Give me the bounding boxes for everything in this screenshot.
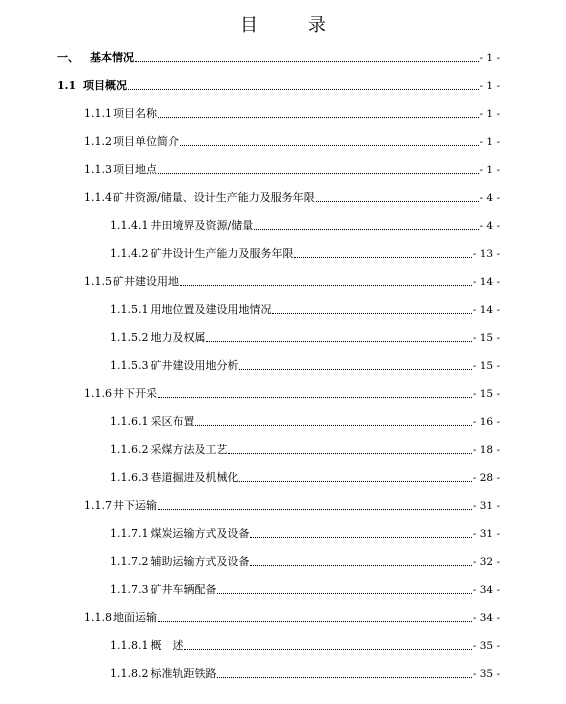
toc-entry[interactable]	[84, 268, 500, 296]
toc-entry-page-number: - 35 -	[472, 668, 500, 680]
toc-entry-title: 井田境界及资源/储量	[150, 219, 254, 232]
dot-leader	[135, 60, 479, 62]
toc-entry-page-number: - 31 -	[472, 528, 500, 540]
toc-entry-page-number: - 14 -	[472, 276, 500, 288]
toc-entry-number: 一、	[57, 51, 79, 64]
toc-entry-number: 1.1.2	[84, 135, 112, 148]
toc-entry-page-number: - 1 -	[479, 136, 500, 148]
toc-entry-page-number: - 1 -	[479, 108, 500, 120]
toc-entry-number: 1.1.6	[84, 387, 112, 400]
toc-entry[interactable]	[84, 604, 500, 632]
toc-entry[interactable]	[84, 156, 500, 184]
dot-leader	[195, 424, 471, 426]
toc-entry-page-number: - 35 -	[472, 640, 500, 652]
toc-entry[interactable]	[84, 380, 500, 408]
toc-entry-number: 1.1.8.1	[110, 639, 149, 652]
toc-entry-number: 1.1.6.1	[110, 415, 149, 428]
toc-entry-title: 矿井建设用地	[113, 275, 179, 288]
dot-leader	[128, 88, 479, 90]
toc-entry-title: 矿井设计生产能力及服务年限	[150, 247, 294, 260]
toc-entry[interactable]	[110, 240, 500, 268]
dot-leader	[158, 396, 472, 398]
toc-entry-title: 地力及权属	[150, 331, 206, 344]
toc-entry-page-number: - 15 -	[472, 360, 500, 372]
toc-entry[interactable]	[110, 212, 500, 240]
dot-leader	[158, 116, 479, 118]
toc-entry[interactable]	[110, 408, 500, 436]
toc-entry-number: 1.1.5.2	[110, 331, 149, 344]
toc-entry[interactable]	[57, 72, 500, 100]
toc-entry-title: 井下运输	[113, 499, 157, 512]
toc-entry[interactable]	[57, 44, 500, 72]
toc-entry[interactable]	[110, 520, 500, 548]
dot-leader	[180, 144, 479, 146]
toc-entry-page-number: - 15 -	[472, 388, 500, 400]
toc-entry-page-number: - 28 -	[472, 472, 500, 484]
toc-entry-title: 井下开采	[113, 387, 157, 400]
dot-leader	[254, 228, 478, 230]
toc-entry-page-number: - 32 -	[472, 556, 500, 568]
toc-entry[interactable]	[110, 324, 500, 352]
toc-entry[interactable]	[84, 184, 500, 212]
toc-entry-number: 1.1.7.2	[110, 555, 149, 568]
toc-entry-page-number: - 34 -	[472, 584, 500, 596]
toc-entry[interactable]	[84, 492, 500, 520]
toc-entry[interactable]	[110, 436, 500, 464]
dot-leader	[158, 172, 479, 174]
dot-leader	[239, 368, 471, 370]
toc-entry-title: 标准轨距铁路	[150, 667, 217, 680]
toc-entry-page-number: - 14 -	[472, 304, 500, 316]
toc-entry-page-number: - 4 -	[479, 192, 500, 204]
toc-entry[interactable]	[110, 660, 500, 688]
toc-title: 目 录	[240, 15, 342, 36]
toc-entry-number: 1.1.6.2	[110, 443, 149, 456]
toc-entry-title: 煤炭运输方式及设备	[150, 527, 250, 540]
toc-entry-number: 1.1.4.1	[110, 219, 149, 232]
toc-entry-page-number: - 18 -	[472, 444, 500, 456]
toc-entry[interactable]	[110, 576, 500, 604]
toc-entry-title: 矿井建设用地分析	[150, 359, 239, 372]
toc-entry-page-number: - 1 -	[479, 52, 500, 64]
toc-entry-title: 地面运输	[113, 611, 157, 624]
toc-entry-number: 1.1.3	[84, 163, 112, 176]
dot-leader	[180, 284, 472, 286]
toc-entry-page-number: - 34 -	[472, 612, 500, 624]
toc-entry-number: 1.1	[57, 79, 77, 92]
toc-entry-title: 项目名称	[113, 107, 157, 120]
toc-entry-title: 矿井资源/储量、设计生产能力及服务年限	[113, 191, 315, 204]
toc-entry-title: 采煤方法及工艺	[150, 443, 228, 456]
toc-entry-number: 1.1.1	[84, 107, 112, 120]
dot-leader	[206, 340, 471, 342]
dot-leader	[158, 620, 472, 622]
toc-entry-number: 1.1.4.2	[110, 247, 149, 260]
toc-entry-number: 1.1.5	[84, 275, 112, 288]
dot-leader	[228, 452, 471, 454]
dot-leader	[217, 676, 471, 678]
toc-entry-page-number: - 1 -	[479, 80, 500, 92]
dot-leader	[294, 256, 471, 258]
toc-entry[interactable]	[110, 548, 500, 576]
dot-leader	[316, 200, 479, 202]
toc-entry-title: 项目地点	[113, 163, 157, 176]
toc-entry[interactable]	[110, 632, 500, 660]
toc-entry-number: 1.1.6.3	[110, 471, 149, 484]
dot-leader	[272, 312, 471, 314]
dot-leader	[158, 508, 472, 510]
toc-entry-title: 项目单位简介	[113, 135, 179, 148]
toc-entry[interactable]	[84, 100, 500, 128]
toc-entry-number: 1.1.5.3	[110, 359, 149, 372]
toc-entry-number: 1.1.8.2	[110, 667, 149, 680]
toc-entry-page-number: - 31 -	[472, 500, 500, 512]
toc-entry-number: 1.1.7	[84, 499, 112, 512]
toc-entry-page-number: - 4 -	[479, 220, 500, 232]
toc-entry-number: 1.1.7.1	[110, 527, 149, 540]
toc-entry-number: 1.1.5.1	[110, 303, 149, 316]
toc-entry-title: 辅助运输方式及设备	[150, 555, 250, 568]
toc-entry-number: 1.1.4	[84, 191, 112, 204]
dot-leader	[184, 648, 471, 650]
dot-leader	[250, 564, 471, 566]
toc-entry-title: 项目概况	[83, 79, 127, 92]
dot-leader	[217, 592, 471, 594]
dot-leader	[239, 480, 471, 482]
toc-entry-number: 1.1.7.3	[110, 583, 149, 596]
toc-entry-title: 基本情况	[90, 51, 134, 64]
toc-entry-title: 巷道掘进及机械化	[150, 471, 239, 484]
toc-entry[interactable]	[110, 464, 500, 492]
toc-entry[interactable]	[110, 296, 500, 324]
dot-leader	[250, 536, 471, 538]
toc-entry-title: 用地位置及建设用地情况	[150, 303, 272, 316]
toc-entry-title: 概 述	[150, 639, 184, 652]
toc-entry[interactable]	[110, 352, 500, 380]
toc-entry-page-number: - 15 -	[472, 332, 500, 344]
toc-entry-page-number: - 13 -	[472, 248, 500, 260]
toc-entry-page-number: - 16 -	[472, 416, 500, 428]
toc-entry-title: 矿井车辆配备	[150, 583, 217, 596]
toc-entry-page-number: - 1 -	[479, 164, 500, 176]
toc-entry-number: 1.1.8	[84, 611, 112, 624]
toc-entry-title: 采区布置	[150, 415, 195, 428]
toc-entry[interactable]	[84, 128, 500, 156]
